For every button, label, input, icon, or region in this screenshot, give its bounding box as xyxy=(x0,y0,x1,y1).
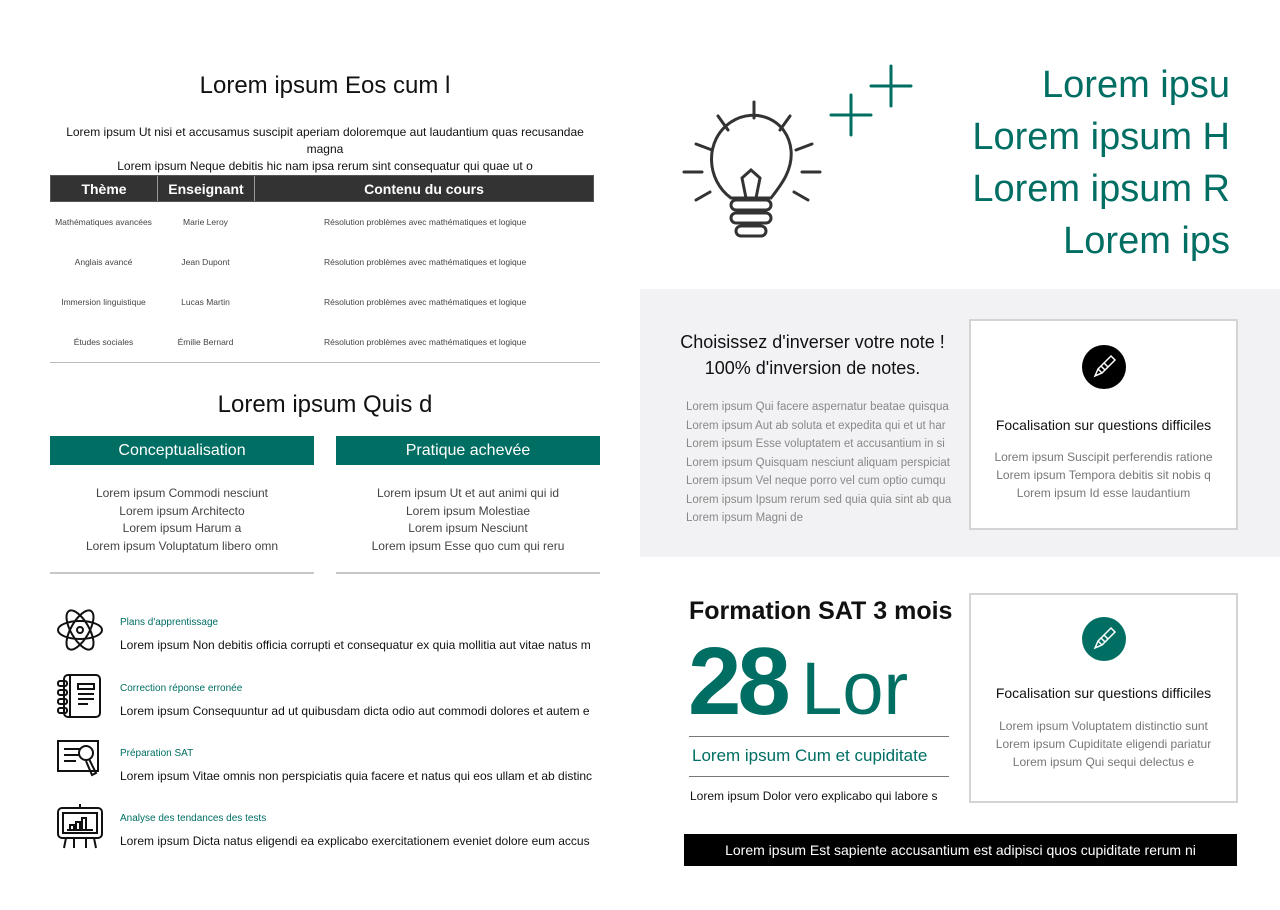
paragraph-line: Lorem ipsum Ipsum rerum sed quia quia sint ab qua xyxy=(686,493,952,506)
feature-text: Lorem ipsum Vitae omnis non perspiciatis quia facere et natus qui eos ullam et ab distinc xyxy=(120,769,593,783)
card-difficult-questions-2 xyxy=(969,593,1238,803)
list-item: Lorem ipsum Harum a xyxy=(122,521,242,536)
intro-line: Lorem ipsum Neque debitis hic nam ipsa rerum sint consequatur qui quae ut o xyxy=(117,159,533,173)
panel-heading xyxy=(660,329,965,381)
card-difficult-questions xyxy=(969,319,1238,530)
table-cell: Lucas Martin xyxy=(181,297,230,307)
presentation-chart-icon xyxy=(56,802,104,850)
page-title: Lorem ipsum Eos cum l xyxy=(199,72,451,99)
feature-item xyxy=(56,737,596,792)
table-row xyxy=(50,322,594,362)
magnifier-board-icon xyxy=(56,737,104,785)
table-row xyxy=(50,242,594,282)
panel-heading-line: 100% d'inversion de notes. xyxy=(704,358,921,378)
column-conceptualisation xyxy=(50,436,314,574)
table-cell: Jean Dupont xyxy=(181,257,230,267)
divider xyxy=(336,572,600,574)
table-cell: Émilie Bernard xyxy=(177,337,234,347)
card-title: Focalisation sur questions difficiles xyxy=(995,417,1212,433)
intro-line: Lorem ipsum Ut nisi et accusamus suscipit aperiam doloremque aut laudantium quas recusandae magna xyxy=(66,125,584,156)
table-cell: Résolution problèmes avec mathématiques et logique xyxy=(324,217,527,227)
paragraph-line: Lorem ipsum Qui facere aspernatur beatae quisqua xyxy=(686,401,949,413)
table-cell: Mathématiques avancées xyxy=(55,217,152,227)
card-line: Lorem ipsum Qui sequi delectus e xyxy=(1012,755,1195,769)
feature-item xyxy=(56,606,596,661)
divider xyxy=(689,776,949,777)
table-row xyxy=(50,282,594,322)
panel-heading-line: Choisissez d'inverser votre note ! xyxy=(680,332,945,352)
table-cell: Immersion linguistique xyxy=(61,297,146,307)
headline: Lorem ips xyxy=(1063,220,1230,262)
table-cell: Marie Leroy xyxy=(183,217,228,227)
promo-title: Formation SAT 3 mois xyxy=(689,597,953,625)
list-item: Lorem ipsum Molestiae xyxy=(405,503,531,518)
list-item: Lorem ipsum Voluptatum libero omn xyxy=(85,539,279,554)
divider xyxy=(689,736,949,737)
promo-number-value: 28 xyxy=(688,628,787,735)
list-item: Lorem ipsum Ut et aut animi qui id xyxy=(376,486,560,500)
list-item: Lorem ipsum Nesciunt xyxy=(408,521,528,536)
paragraph-line: Lorem ipsum Quisquam nesciunt aliquam perspiciat xyxy=(686,456,950,469)
feature-label: Plans d'apprentissage xyxy=(120,617,219,628)
feature-label: Préparation SAT xyxy=(120,748,194,759)
paragraph-line: Lorem ipsum Aut ab soluta et expedita qui et ut har xyxy=(686,419,946,432)
column-pratique xyxy=(336,436,600,574)
table-row xyxy=(50,202,594,242)
card-title: Focalisation sur questions difficiles xyxy=(995,685,1212,701)
table-header xyxy=(50,175,594,202)
headline: Lorem ipsum H xyxy=(972,116,1230,158)
table-cell: Résolution problèmes avec mathématiques et logique xyxy=(324,257,527,267)
promo-number-unit: Lor xyxy=(801,647,909,730)
feature-label: Correction réponse erronée xyxy=(120,683,243,694)
table-cell: Résolution problèmes avec mathématiques et logique xyxy=(324,337,527,347)
banner: Lorem ipsum Est sapiente accusantium est adipisci quos cupiditate rerum ni xyxy=(684,834,1237,866)
course-table xyxy=(50,175,594,362)
headline: Lorem ipsu xyxy=(1042,64,1230,106)
paragraph-line: Lorem ipsum Esse voluptatem et accusantium in si xyxy=(686,438,945,450)
divider xyxy=(50,572,314,574)
header-content: Contenu du cours xyxy=(364,180,484,197)
table-cell: Résolution problèmes avec mathématiques et logique xyxy=(324,297,527,307)
card-line: Lorem ipsum Cupiditate eligendi pariatur xyxy=(995,737,1212,751)
feature-text: Lorem ipsum Dicta natus eligendi ea explicabo exercitationem eveniet dolore eum accus xyxy=(120,834,590,848)
paragraph-line: Lorem ipsum Magni de xyxy=(686,512,803,524)
list-item: Lorem ipsum Esse quo cum qui reru xyxy=(371,539,565,554)
list-item: Lorem ipsum Architecto xyxy=(119,503,245,518)
table-cell: Études sociales xyxy=(73,337,134,347)
pencil-icon xyxy=(1082,345,1126,389)
paragraph-line: Lorem ipsum Vel neque porro vel cum optio cumqu xyxy=(686,475,946,487)
promo-number xyxy=(688,628,909,760)
column-header: Pratique achevée xyxy=(336,436,600,465)
card-line: Lorem ipsum Voluptatem distinctio sunt xyxy=(999,719,1208,733)
feature-item xyxy=(56,802,596,857)
card-line: Lorem ipsum Id esse laudantium xyxy=(1016,486,1191,500)
table-cell: Anglais avancé xyxy=(74,257,133,267)
lightbulb-icon xyxy=(676,60,916,255)
promo-subtitle: Lorem ipsum Cum et cupiditate xyxy=(692,746,928,765)
card-line: Lorem ipsum Suscipit perferendis ratione xyxy=(994,450,1213,464)
notebook-icon xyxy=(56,672,104,720)
header-teacher: Enseignant xyxy=(158,176,255,201)
atom-icon xyxy=(56,606,104,654)
list-item: Lorem ipsum Commodi nesciunt xyxy=(95,486,269,500)
column-header: Conceptualisation xyxy=(50,436,314,465)
section-title: Lorem ipsum Quis d xyxy=(217,391,433,418)
feature-text: Lorem ipsum Consequuntur ad ut quibusdam dicta odio aut commodi dolores et autem e xyxy=(120,704,590,718)
headline: Lorem ipsum R xyxy=(972,168,1230,210)
grade-panel xyxy=(640,289,1280,557)
pencil-icon xyxy=(1082,617,1126,661)
promo-text: Lorem ipsum Dolor vero explicabo qui labore s xyxy=(690,789,938,803)
feature-label: Analyse des tendances des tests xyxy=(120,813,267,824)
card-line: Lorem ipsum Tempora debitis sit nobis q xyxy=(996,468,1211,482)
divider xyxy=(50,362,600,363)
header-theme: Thème xyxy=(51,176,158,201)
feature-item xyxy=(56,672,596,727)
intro-text xyxy=(50,124,600,175)
feature-text: Lorem ipsum Non debitis officia corrupti et consequatur ex quia mollitia aut vitae natus m xyxy=(120,638,591,652)
